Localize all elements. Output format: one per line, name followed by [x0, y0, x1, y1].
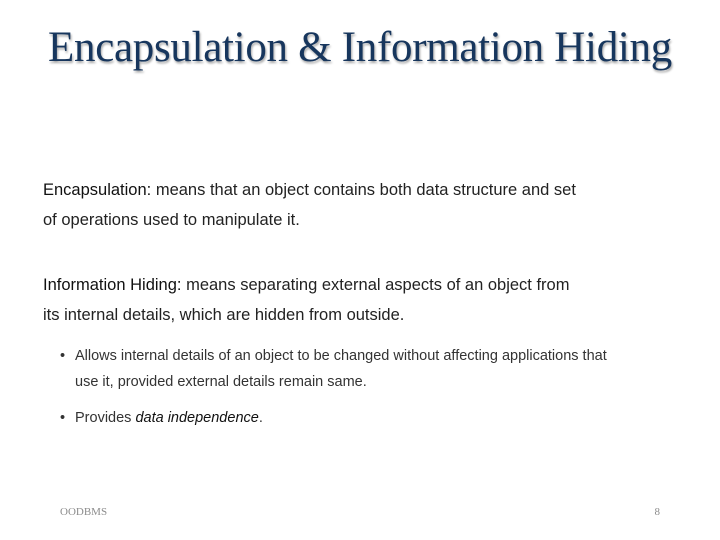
bullet-marker: • — [60, 410, 66, 426]
bullet-prefix: Provides — [75, 410, 136, 426]
definition-text: means separating external aspects of an object from — [181, 276, 570, 294]
encapsulation-paragraph — [43, 175, 683, 235]
bullet-item — [60, 405, 680, 431]
information-hiding-paragraph — [43, 270, 683, 330]
definition-text: of operations used to manipulate it. — [43, 211, 300, 229]
bullet-item — [60, 343, 680, 395]
page-number: 8 — [654, 506, 660, 518]
bullet-suffix: . — [258, 410, 263, 426]
emphasized-term: data independence — [135, 410, 259, 426]
bullet-text: use it, provided external details remain same. — [75, 374, 367, 390]
bullet-marker: • — [60, 348, 66, 364]
term-label: Information Hiding: — [43, 276, 182, 294]
bullet-text: Allows internal details of an object to be changed without affecting applications that — [75, 348, 607, 364]
definition-text: its internal details, which are hidden from outside. — [43, 306, 405, 324]
slide-title: Encapsulation & Information Hiding — [48, 24, 672, 71]
footer-label: OODBMS — [60, 506, 108, 518]
bullet-text — [75, 405, 680, 431]
paragraph-line — [43, 175, 683, 205]
paragraph-line — [43, 270, 683, 300]
definition-text: means that an object contains both data structure and set — [151, 181, 576, 199]
term-label: Encapsulation: — [43, 181, 152, 199]
